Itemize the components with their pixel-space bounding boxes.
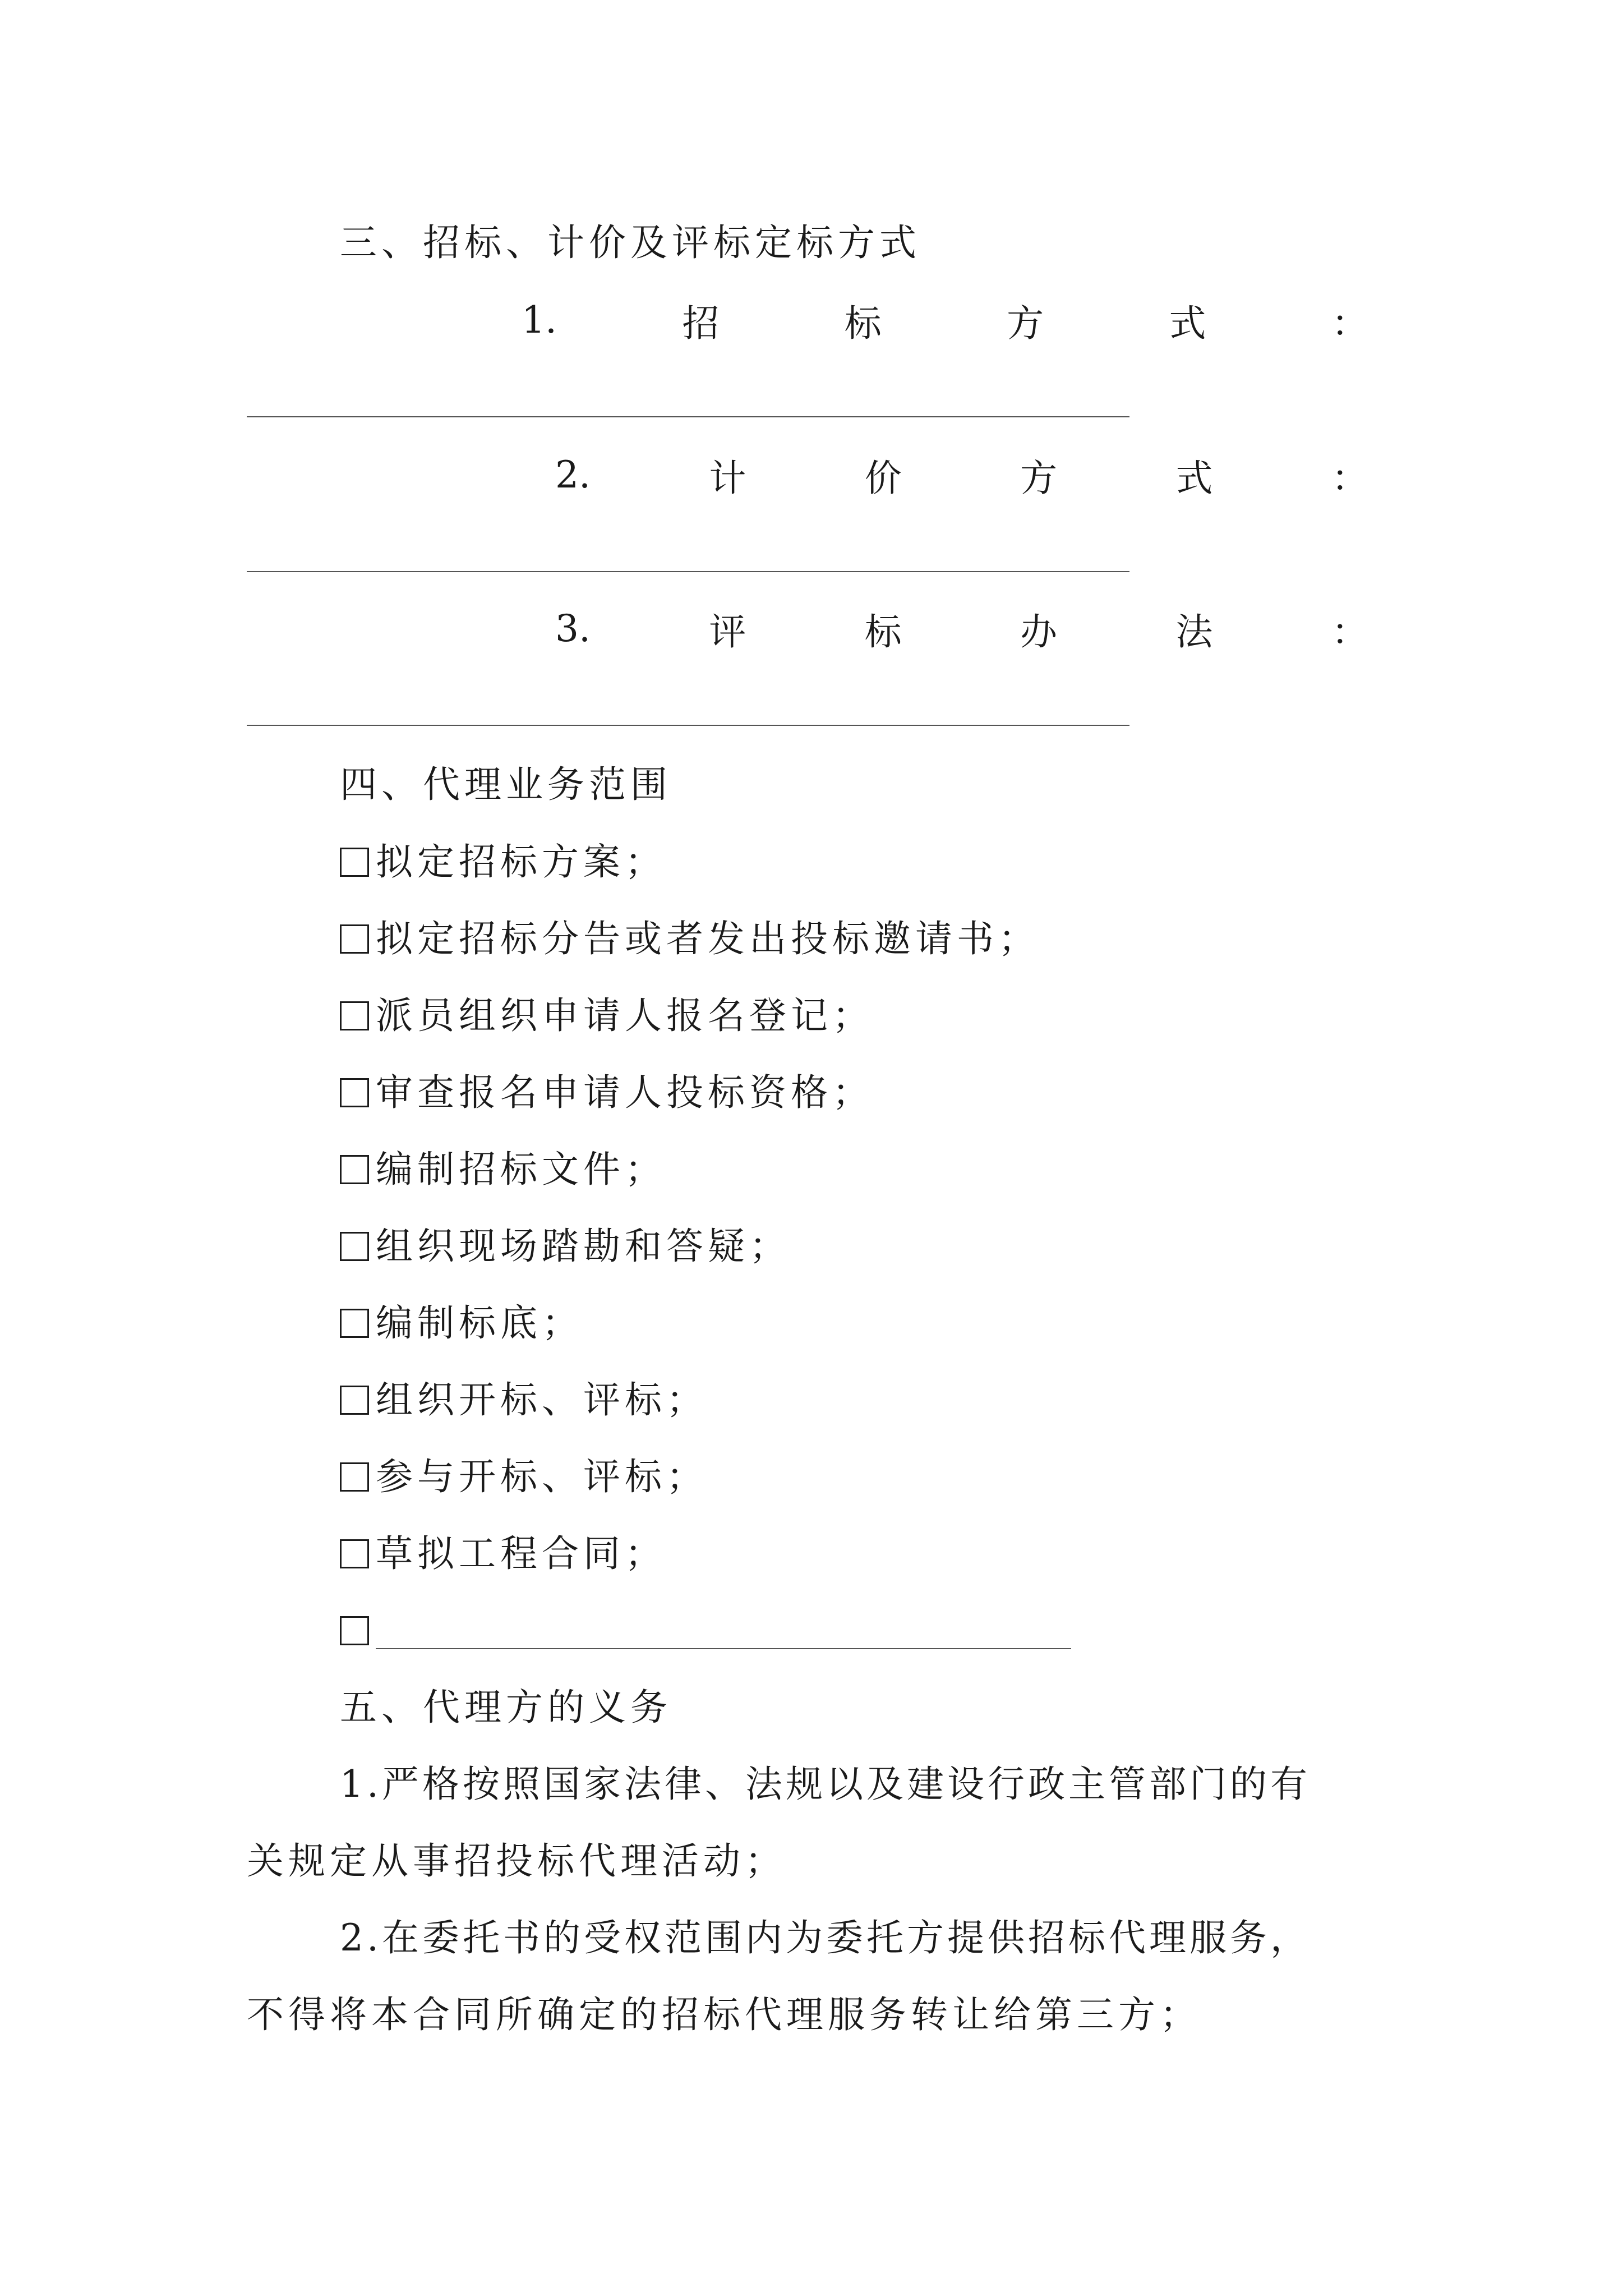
checkbox-icon[interactable] [340, 1232, 369, 1261]
scope-option-other[interactable] [340, 1612, 1071, 1649]
item-3-char-4: 法 [1175, 610, 1213, 654]
duty-2-line-2: 不得将本合同所确定的招标代理服务转让给第三方； [247, 1993, 1201, 2036]
item-2-number: 2. [555, 453, 591, 496]
duty-2-line-1: 2.在委托书的受权范围内为委托方提供招标代理服务， [340, 1916, 1311, 1959]
checkbox-icon[interactable] [340, 1309, 369, 1338]
checkbox-icon[interactable] [340, 1078, 369, 1107]
item-1-char-1: 招 [682, 301, 720, 345]
section-5-heading: 五、代理方的义务 [340, 1686, 672, 1729]
scope-option-10[interactable] [340, 1532, 666, 1575]
duty-1-line-2: 关规定从事招投标代理活动； [247, 1839, 786, 1883]
scope-option-7-label: 编制标底； [376, 1301, 583, 1345]
item-2-colon: ： [1331, 456, 1368, 500]
scope-option-other-blank[interactable] [376, 1617, 1071, 1649]
checkbox-icon[interactable] [340, 848, 369, 877]
section-3-item-1 [522, 297, 1368, 345]
checkbox-icon[interactable] [340, 1155, 369, 1184]
item-2-char-2: 价 [864, 456, 902, 500]
scope-option-3-label: 派员组织申请人报名登记； [376, 994, 874, 1037]
section-3-item-2 [555, 452, 1368, 500]
section-4-heading: 四、代理业务范围 [340, 763, 672, 806]
scope-option-9[interactable] [340, 1455, 708, 1498]
item-2-char-4: 式 [1175, 456, 1213, 500]
section-3-heading: 三、招标、计价及评标定标方式 [340, 221, 921, 264]
checkbox-icon[interactable] [340, 1616, 369, 1645]
scope-option-6-label: 组织现场踏勘和答疑； [376, 1225, 791, 1268]
scope-option-4[interactable] [340, 1071, 874, 1114]
item-1-colon: ： [1331, 301, 1368, 345]
item-3-colon: ： [1331, 610, 1368, 654]
scope-option-4-label: 审查报名申请人投标资格； [376, 1071, 874, 1114]
item-2-char-1: 计 [709, 456, 746, 500]
scope-option-5-label: 编制招标文件； [376, 1148, 666, 1191]
scope-option-3[interactable] [340, 994, 874, 1037]
scope-option-8[interactable] [340, 1378, 708, 1421]
scope-option-1[interactable] [340, 840, 666, 884]
scope-option-7[interactable] [340, 1301, 583, 1345]
checkbox-icon[interactable] [340, 1539, 369, 1568]
item-3-number: 3. [555, 606, 591, 650]
item-3-char-1: 评 [709, 610, 746, 654]
item-2-fill-line [247, 571, 1129, 572]
item-1-number: 1. [522, 298, 557, 342]
item-1-char-2: 标 [844, 301, 882, 345]
item-1-char-4: 式 [1169, 301, 1206, 345]
checkbox-icon[interactable] [340, 1386, 369, 1415]
item-3-char-2: 标 [864, 610, 902, 654]
scope-option-2[interactable] [340, 917, 1040, 960]
item-1-char-3: 方 [1007, 301, 1044, 345]
scope-option-8-label: 组织开标、评标； [376, 1378, 708, 1421]
item-2-char-3: 方 [1020, 456, 1058, 500]
checkbox-icon[interactable] [340, 1001, 369, 1030]
scope-option-2-label: 拟定招标分告或者发出投标邀请书； [376, 917, 1040, 960]
scope-option-6[interactable] [340, 1225, 791, 1268]
duty-1-line-1: 1.严格按照国家法律、法规以及建设行政主管部门的有 [340, 1763, 1311, 1806]
scope-option-10-label: 草拟工程合同； [376, 1532, 666, 1575]
scope-option-5[interactable] [340, 1148, 666, 1191]
checkbox-icon[interactable] [340, 1462, 369, 1492]
checkbox-icon[interactable] [340, 924, 369, 954]
item-3-fill-line [247, 725, 1129, 726]
scope-option-1-label: 拟定招标方案； [376, 840, 666, 884]
item-1-fill-line [247, 416, 1129, 417]
section-3-item-3 [555, 606, 1368, 654]
item-3-char-3: 办 [1020, 610, 1058, 654]
scope-option-9-label: 参与开标、评标； [376, 1455, 708, 1498]
